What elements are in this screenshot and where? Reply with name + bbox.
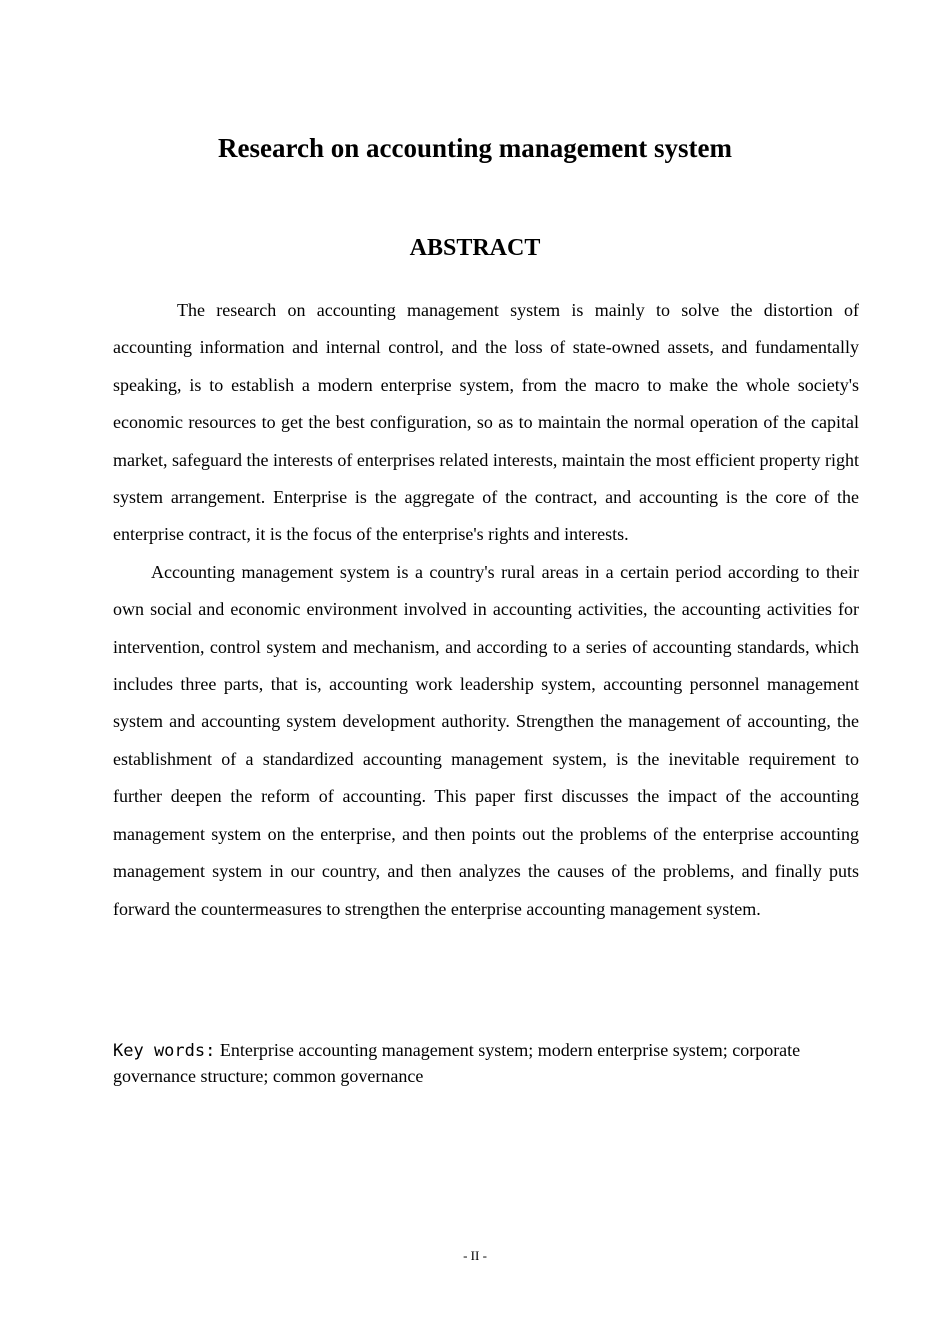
document-title: Research on accounting management system bbox=[218, 133, 732, 163]
abstract-paragraph-1: The research on accounting management system is mainly to solve the distortion of accounting information and internal control, and the loss of state-owned assets, and fundamentally speaking, is to establish a modern enterprise system, from the macro to make the whole society's economic resources to get the best configuration, so as to maintain the normal operation of the capital market, safeguard the interests of enterprises related interests, maintain the most efficient property right system arrangement. Enterprise is the aggregate of the contract, and accounting is the core of the enterprise contract, it is the focus of the enterprise's rights and interests. bbox=[113, 300, 859, 545]
abstract-heading: ABSTRACT bbox=[409, 235, 541, 261]
abstract-body bbox=[113, 292, 859, 928]
keywords-section bbox=[113, 1038, 859, 1089]
abstract-paragraph-2: Accounting management system is a country's rural areas in a certain period according to their own social and economic environment involved in accounting activities, the accounting activities for intervention, control system and mechanism, and according to a series of accounting standards, which includes three parts, that is, accounting work leadership system, accounting personnel management system and accounting system development authority. Strengthen the management of accounting, the establishment of a standardized accounting management system, is the inevitable requirement to further deepen the reform of accounting. This paper first discusses the impact of the accounting management system on the enterprise, and then points out the problems of the enterprise accounting management system in our country, and then analyzes the causes of the problems, and finally puts forward the countermeasures to strengthen the enterprise accounting management system. bbox=[113, 561, 859, 919]
keywords-label: Key words: bbox=[113, 1041, 216, 1061]
page-number: - II - bbox=[463, 1248, 487, 1263]
keywords-text: Enterprise accounting management system; modern enterprise system; corporate governance structure; common governance bbox=[113, 1040, 801, 1086]
